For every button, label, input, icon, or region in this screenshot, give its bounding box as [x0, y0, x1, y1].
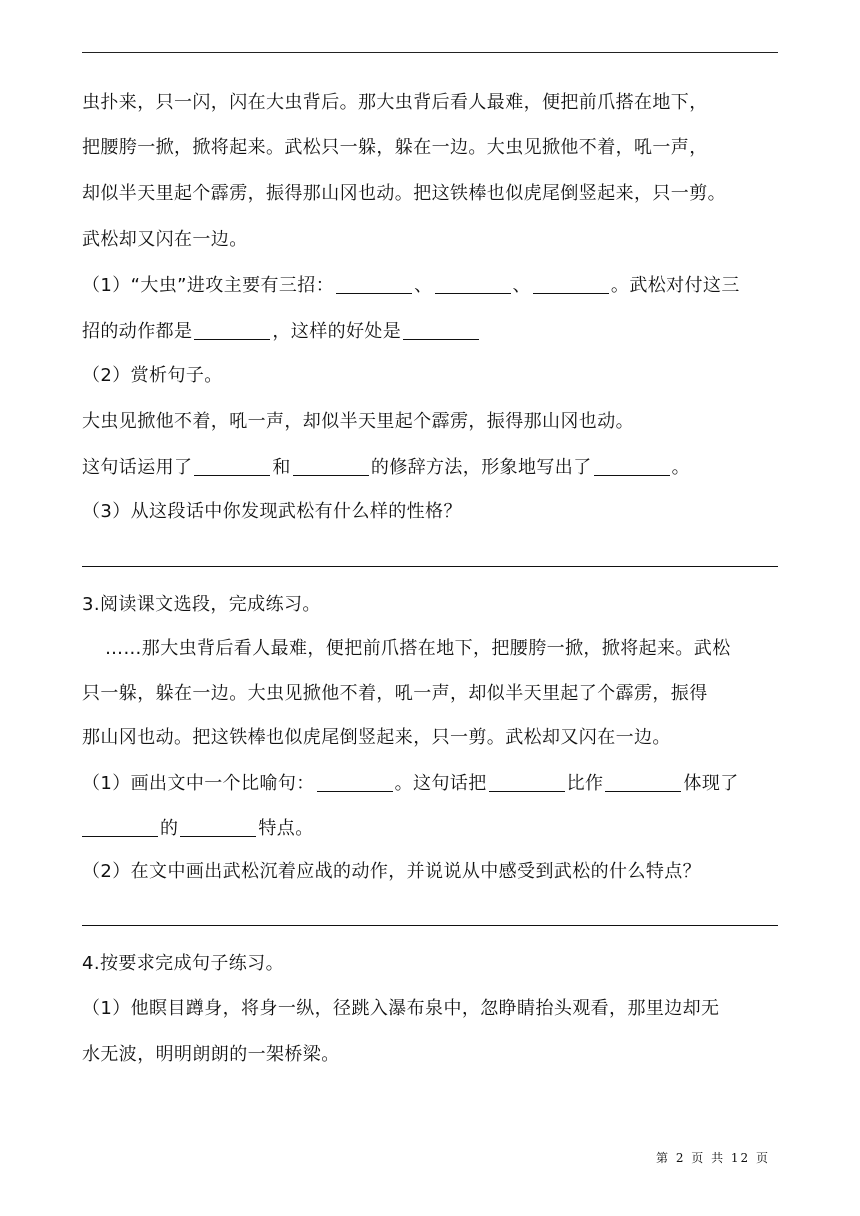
q2-sub1-line2	[82, 319, 481, 344]
q3-passage-line-3: 那山冈也动。把这铁棒也似虎尾倒竖起来，只一剪。武松却又闪在一边。	[82, 727, 671, 748]
q2-sub1-prompt: （1）“大虫”进攻主要有三招：	[82, 275, 335, 296]
answer-blank[interactable]	[180, 816, 256, 837]
q3-title: 3.阅读课文选段，完成练习。	[82, 594, 321, 615]
page-number: 第 2 页 共 12 页	[656, 1151, 770, 1165]
q4-sub1-line2: 水无波，明明朗朗的一架桥梁。	[82, 1044, 340, 1065]
answer-blank[interactable]	[489, 771, 565, 792]
separator: 、	[512, 275, 531, 296]
answer-blank[interactable]	[594, 455, 670, 476]
passage-line-2: 把腰胯一掀，掀将起来。武松只一躲，躲在一边。大虫见掀他不着，吼一声，	[82, 137, 708, 158]
q2-sub2-text: 。	[671, 457, 691, 478]
answer-blank[interactable]	[194, 455, 270, 476]
q3-sub2-prompt: （2）在文中画出武松沉着应战的动作，并说说从中感受到武松的什么特点？	[82, 861, 702, 882]
q2-sub1-text: 招的动作都是	[82, 321, 193, 342]
answer-blank[interactable]	[605, 771, 681, 792]
q3-sub1-line1	[82, 771, 739, 796]
q2-sub2-quote: 大虫见掀他不着，吼一声，却似半天里起个霹雳，振得那山冈也动。	[82, 411, 634, 432]
q3-sub1-text: 体现了	[683, 773, 739, 794]
q3-sub1-text: （1）画出文中一个比喻句：	[82, 773, 315, 794]
q4-title: 4.按要求完成句子练习。	[82, 953, 284, 974]
q2-sub1-text: ，这样的好处是	[272, 321, 402, 342]
q3-sub1-text: 的	[160, 818, 179, 839]
separator: 、	[414, 275, 433, 296]
answer-blank[interactable]	[533, 273, 609, 294]
answer-blank[interactable]	[336, 273, 412, 294]
q2-sub2-prompt: （2）赏析句子。	[82, 365, 223, 386]
q2-sub1-prompt-cont: 。武松对付这三	[610, 275, 740, 296]
answer-blank[interactable]	[403, 319, 479, 340]
q2-sub2-question	[82, 455, 690, 480]
q4-sub1-line1: （1）他瞑目蹲身，将身一纵，径跳入瀑布泉中，忽睁睛抬头观看，那里边却无	[82, 998, 720, 1019]
passage-line-1: 虫扑来，只一闪，闪在大虫背后。那大虫背后看人最难，便把前爪搭在地下，	[82, 92, 708, 113]
answer-line[interactable]	[82, 925, 778, 926]
passage-line-3: 却似半天里起个霹雳，振得那山冈也动。把这铁棒也似虎尾倒竖起来，只一剪。	[82, 183, 726, 204]
q3-passage-line-1: ……那大虫背后看人最难，便把前爪搭在地下，把腰胯一掀，掀将起来。武松	[105, 638, 731, 659]
answer-blank[interactable]	[194, 319, 270, 340]
answer-blank[interactable]	[317, 771, 393, 792]
q3-sub1-text: 特点。	[258, 818, 314, 839]
answer-line[interactable]	[82, 566, 778, 567]
q2-sub3-prompt: （3）从这段话中你发现武松有什么样的性格？	[82, 501, 462, 522]
answer-blank[interactable]	[435, 273, 511, 294]
answer-blank[interactable]	[293, 455, 369, 476]
q2-sub2-text: 和	[272, 457, 291, 478]
q3-sub1-text: 。这句话把	[394, 773, 487, 794]
q3-passage-line-2: 只一躲，躲在一边。大虫见掀他不着，吼一声，却似半天里起了个霹雳，振得	[82, 683, 708, 704]
q3-sub1-line2	[82, 816, 314, 841]
answer-blank[interactable]	[82, 816, 158, 837]
q2-sub1-line1	[82, 273, 740, 298]
header-rule	[82, 52, 778, 53]
q2-sub2-text: 这句话运用了	[82, 457, 193, 478]
q2-sub2-text: 的修辞方法，形象地写出了	[370, 457, 592, 478]
q3-sub1-text: 比作	[566, 773, 604, 794]
passage-line-4: 武松却又闪在一边。	[82, 229, 248, 250]
